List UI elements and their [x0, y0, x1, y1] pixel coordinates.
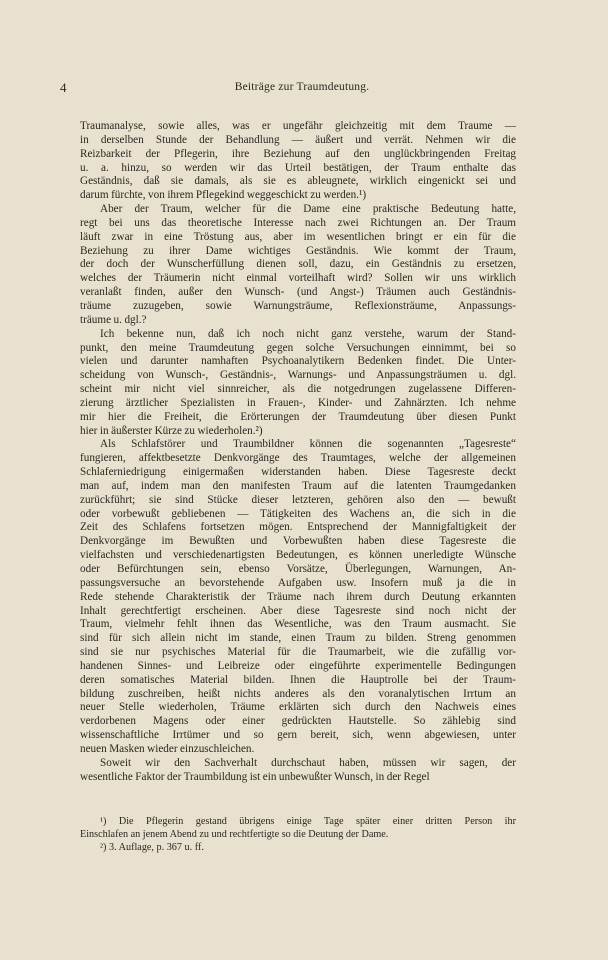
text-line: handenen Sinnes- und Leibreize oder eingeführte experimentelle Bedingungen — [80, 659, 516, 672]
text-line: scheint mir nicht viel sinnreicher, als die notgedrungen zugelassene Differen- — [80, 383, 516, 396]
text-line: vielen und darunter namhaften Psychoanalytikern Bedenken findet. Die Unter- — [80, 355, 516, 368]
text-line: welches der Träumerin nicht einmal vorteilhaft wird? Sollen wir uns wirklich — [80, 272, 516, 285]
page-number: 4 — [60, 80, 67, 95]
text-line: wesentliche Faktor der Traumbildung ist ein unbewußter Wunsch, in der Regel — [80, 770, 430, 783]
text-line: Als Schlafstörer und Traumbildner können die sogenannten „Tagesreste“ — [100, 438, 516, 451]
text-line: regt bei uns das theoretische Interesse nach zwei Richtungen an. Der Traum — [80, 216, 516, 229]
text-line: vielfachsten und verschiedenartigsten Bedeutungen, es können unerledigte Wünsche — [80, 549, 516, 562]
text-line: deren somatisches Material bilden. Ihnen die Hauptrolle bei der Traum- — [80, 673, 516, 686]
text-line: mir hier die Freiheit, die Erörterungen der Traumdeutung über diesen Punkt — [80, 410, 516, 423]
text-line: träume u. dgl.? — [80, 313, 147, 326]
text-line: oder vorbewußt gebliebenen — Tätigkeiten des Wachens an, die sich in die — [80, 507, 516, 520]
footnote — [80, 841, 516, 854]
text-line: sind für sich allein nicht im stande, einen Traum zu bilden. Streng genommen — [80, 632, 516, 645]
text-line: bildung zuschreiben, heißt nichts anderes als den voranalytischen Irrtum an — [80, 687, 516, 700]
text-line: der doch der Wunscherfüllung dienen soll, dazu, ein Geständnis zu ersetzen, — [80, 258, 516, 271]
text-line: Soweit wir den Sachverhalt durchschaut haben, müssen wir sagen, der — [100, 756, 516, 769]
footnote-line: Einschlafen an jenem Abend zu und rechtfertigte so die Deutung der Dame. — [80, 829, 389, 841]
text-line: Schlaferniedrigung einigermaßen widerstanden haben. Diese Tagesreste deckt — [80, 466, 516, 479]
text-line: verdorbenen Magens oder einer gedrückten Hautstelle. So zählebig sind — [80, 715, 516, 728]
text-line: darum fürchte, von ihrem Pflegekind weggeschickt zu werden.¹) — [80, 189, 367, 202]
text-line: läuft zwar in eine Tröstung aus, aber im wesentlichen bringt er ein für die — [80, 230, 516, 243]
text-line: passungsversuche an bevorstehende Aufgaben usw. Insofern muß ja die in — [80, 576, 516, 589]
text-line: Rede stehende Charakteristik der Träume nach ihrem durch Deutung erkannten — [80, 590, 516, 603]
text-line: zierung ärztlicher Spezialisten in Frauen-, Kinder- und Zahnärzten. Ich nehme — [80, 396, 516, 409]
text-line: träume zuzugeben, sowie Warnungsträume, Reflexionsträume, Anpassungs- — [80, 299, 516, 312]
text-line: punkt, den meine Traumdeutung gegen solche Versuchungen einnimmt, bei so — [80, 341, 516, 354]
text-line: Ich bekenne nun, daß ich noch nicht ganz verstehe, warum der Stand- — [100, 327, 516, 340]
footnote-line: ²) 3. Auflage, p. 367 u. ff. — [100, 842, 204, 854]
text-line: sind sie nur psychisches Material für die Traumarbeit, wie die zufällig vor- — [80, 646, 516, 659]
footnotes — [80, 815, 516, 855]
text-line: in derselben Stunde der Behandlung — äußert und verrät. Nehmen wir die — [80, 133, 516, 146]
text-line: Aber der Traum, welcher für die Dame eine praktische Bedeutung hatte, — [100, 203, 516, 216]
page-header — [60, 80, 544, 96]
text-line: zurückführt; sie sind Stücke dieser letzteren, gehören also den — bewußt — [80, 493, 516, 506]
text-line: Traum, vielmehr fehlt ihnen das Wesentliche, was den Traum ausmacht. Sie — [80, 618, 516, 631]
text-line: Traumanalyse, sowie alles, was er ungefähr gleichzeitig mit dem Traume — — [80, 120, 516, 132]
paragraph — [80, 438, 516, 756]
footnote-line: ¹) Die Pflegerin gestand übrigens einige Tage später einer dritten Person ihr — [100, 816, 516, 827]
text-line: Inhalt gerechtfertigt erscheinen. Aber diese Tagesreste sind noch nicht der — [80, 604, 516, 617]
text-line: scheidung von Wunsch-, Geständnis-, Warnungs- und Anpassungsträumen u. dgl. — [80, 369, 516, 382]
text-line: hier in äußerster Kürze zu wiederholen.²) — [80, 424, 263, 437]
body-text — [80, 120, 516, 785]
paragraph — [80, 757, 516, 785]
text-line: wissenschaftliche Irrtümer und so gern bereit, sich, wenn abgewiesen, unter — [80, 729, 516, 742]
text-line: Geständnis, daß sie damals, als sie es ableugnete, wirklich eingenickt sei und — [80, 175, 516, 188]
text-line: veranlaßt finden, außer den Wunsch- (und Angst-) Träumen auch Geständnis- — [80, 286, 516, 299]
text-line: neuen Masken wieder einzuschleichen. — [80, 742, 255, 755]
text-line: Denkvorgänge im Bewußten und Vorbewußten haben diese Tagesreste die — [80, 535, 516, 548]
footnote — [80, 815, 516, 841]
paragraph — [80, 120, 516, 203]
text-line: Zeit des Schlafens fortsetzen mögen. Entsprechend der Mannigfaltigkeit der — [80, 521, 516, 534]
text-line: man auf, indem man den manifesten Traum auf die latenten Traumgedanken — [80, 479, 516, 492]
running-title: Beiträge zur Traumdeutung. — [234, 81, 370, 93]
paragraph — [80, 328, 516, 439]
text-line: Reizbarkeit der Pflegerin, ihre Beziehung auf den unglückbringenden Freitag — [80, 147, 516, 160]
text-line: neuer Stelle wiederholen, Träume erklärten sich durch den Nachweis eines — [80, 701, 516, 714]
text-line: fungieren, affektbesetzte Denkvorgänge des Traumtages, welche der allgemeinen — [80, 452, 516, 465]
text-line: Beziehung zu ihrer Dame wichtiges Geständnis. Wie kommt der Traum, — [80, 244, 516, 257]
text-line: oder Befürchtungen sein, ebenso Vorsätze, Überlegungen, Warnungen, An- — [80, 563, 516, 575]
text-line: u. a. hinzu, so werden wir das Urteil bestätigen, der Traum enthalte das — [80, 161, 516, 174]
paragraph — [80, 203, 516, 328]
